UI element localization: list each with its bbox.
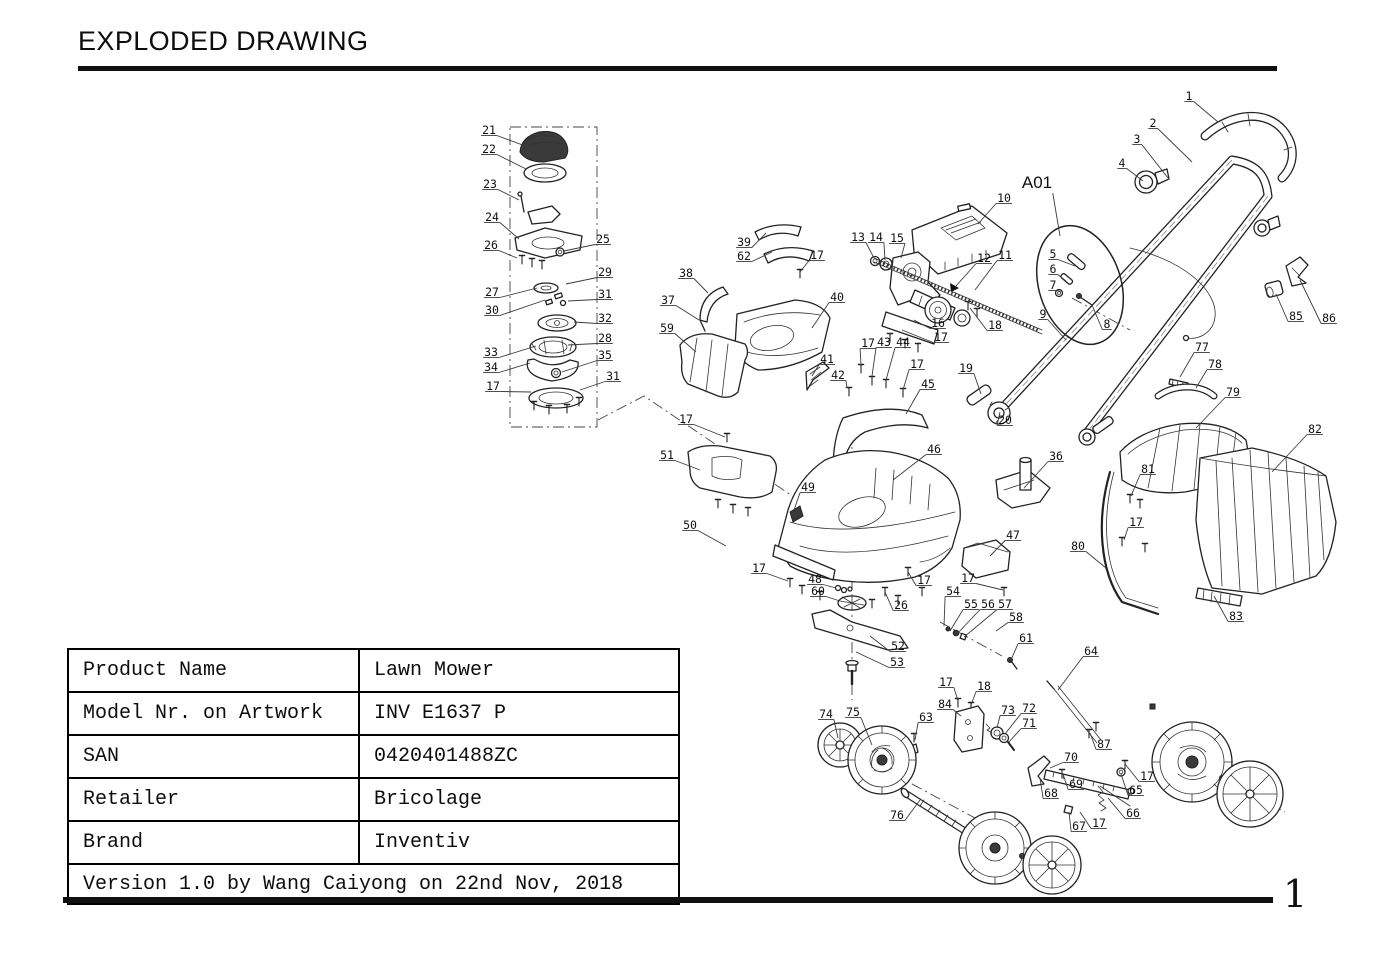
svg-text:1: 1 bbox=[1185, 89, 1193, 103]
svg-text:17: 17 bbox=[1092, 816, 1106, 830]
callout-42 bbox=[830, 368, 847, 388]
svg-text:84: 84 bbox=[938, 697, 952, 711]
svg-text:83: 83 bbox=[1229, 609, 1243, 623]
svg-text:41: 41 bbox=[820, 352, 834, 366]
svg-text:3: 3 bbox=[1133, 132, 1141, 146]
svg-text:80: 80 bbox=[1071, 539, 1085, 553]
svg-text:42: 42 bbox=[831, 368, 845, 382]
svg-text:A01: A01 bbox=[1021, 173, 1053, 192]
callout-18 bbox=[970, 308, 1003, 332]
svg-text:76: 76 bbox=[890, 808, 904, 822]
svg-text:43: 43 bbox=[877, 335, 891, 349]
svg-text:21: 21 bbox=[482, 123, 496, 137]
svg-text:13: 13 bbox=[851, 230, 865, 244]
svg-text:6: 6 bbox=[1049, 262, 1057, 276]
height-bracket-shape bbox=[996, 458, 1050, 509]
wheel-rear bbox=[1152, 722, 1283, 827]
svg-text:49: 49 bbox=[801, 480, 815, 494]
svg-text:37: 37 bbox=[661, 293, 675, 307]
callout-20 bbox=[997, 412, 1013, 427]
svg-text:73: 73 bbox=[1001, 703, 1015, 717]
svg-text:34: 34 bbox=[484, 360, 498, 374]
side-cover-shape bbox=[688, 446, 776, 516]
svg-text:26: 26 bbox=[484, 238, 498, 252]
callout-38 bbox=[678, 266, 708, 293]
spec-label: Product Name bbox=[68, 649, 359, 692]
svg-text:31: 31 bbox=[606, 369, 620, 383]
svg-text:11: 11 bbox=[998, 248, 1012, 262]
grass-bag-shape bbox=[1102, 379, 1336, 614]
spec-value: Inventiv bbox=[359, 821, 679, 864]
svg-text:28: 28 bbox=[598, 331, 612, 345]
svg-text:86: 86 bbox=[1322, 311, 1336, 325]
callout-1 bbox=[1184, 89, 1218, 122]
svg-text:39: 39 bbox=[737, 235, 751, 249]
wheel-center bbox=[959, 812, 1081, 894]
callout-58 bbox=[996, 610, 1024, 631]
svg-text:70: 70 bbox=[1064, 750, 1078, 764]
svg-text:24: 24 bbox=[485, 210, 499, 224]
svg-text:17: 17 bbox=[934, 330, 948, 344]
svg-text:57: 57 bbox=[998, 597, 1012, 611]
callout-17 bbox=[860, 336, 876, 365]
spec-label: SAN bbox=[68, 735, 359, 778]
svg-text:50: 50 bbox=[683, 518, 697, 532]
svg-text:17: 17 bbox=[1129, 515, 1143, 529]
svg-text:81: 81 bbox=[1141, 462, 1155, 476]
svg-text:31: 31 bbox=[598, 287, 612, 301]
svg-text:17: 17 bbox=[1140, 769, 1154, 783]
svg-text:66: 66 bbox=[1126, 806, 1140, 820]
svg-text:9: 9 bbox=[1039, 307, 1047, 321]
callout-32 bbox=[574, 311, 613, 325]
svg-text:17: 17 bbox=[810, 248, 824, 262]
svg-text:20: 20 bbox=[998, 413, 1012, 427]
svg-text:45: 45 bbox=[921, 377, 935, 391]
spec-row-1 bbox=[68, 692, 679, 735]
svg-text:44: 44 bbox=[896, 335, 910, 349]
svg-text:40: 40 bbox=[830, 290, 844, 304]
callout-85 bbox=[1276, 294, 1304, 323]
callout-27 bbox=[484, 285, 537, 299]
svg-text:5: 5 bbox=[1049, 247, 1057, 261]
callout-86 bbox=[1300, 280, 1337, 325]
callout-18 bbox=[971, 679, 992, 705]
svg-text:7: 7 bbox=[1049, 278, 1057, 292]
svg-text:69: 69 bbox=[1069, 777, 1083, 791]
svg-text:17: 17 bbox=[679, 412, 693, 426]
svg-text:59: 59 bbox=[660, 321, 674, 335]
svg-text:68: 68 bbox=[1044, 786, 1058, 800]
callout-34 bbox=[483, 360, 530, 374]
callout-31 bbox=[568, 287, 613, 301]
callout-87 bbox=[1090, 733, 1112, 751]
svg-text:58: 58 bbox=[1009, 610, 1023, 624]
svg-text:22: 22 bbox=[482, 142, 496, 156]
svg-text:17: 17 bbox=[486, 379, 500, 393]
svg-text:14: 14 bbox=[869, 230, 883, 244]
spec-value: Lawn Mower bbox=[359, 649, 679, 692]
svg-text:61: 61 bbox=[1019, 631, 1033, 645]
svg-text:17: 17 bbox=[752, 561, 766, 575]
page-title: EXPLODED DRAWING bbox=[78, 26, 369, 56]
svg-text:2: 2 bbox=[1149, 116, 1157, 130]
spec-table bbox=[67, 648, 680, 905]
callout-19 bbox=[958, 361, 981, 394]
svg-text:48: 48 bbox=[808, 572, 822, 586]
spec-row-3 bbox=[68, 778, 679, 821]
svg-text:17: 17 bbox=[917, 573, 931, 587]
svg-text:72: 72 bbox=[1022, 701, 1036, 715]
callout-17 bbox=[751, 561, 788, 581]
svg-text:71: 71 bbox=[1022, 716, 1036, 730]
callout-66 bbox=[1108, 798, 1141, 820]
svg-text:74: 74 bbox=[819, 707, 833, 721]
svg-text:85: 85 bbox=[1289, 309, 1303, 323]
svg-text:35: 35 bbox=[598, 348, 612, 362]
callout-50 bbox=[682, 518, 726, 546]
callout-78 bbox=[1196, 357, 1223, 388]
spec-label: Model Nr. on Artwork bbox=[68, 692, 359, 735]
page-number: 1 bbox=[1283, 872, 1308, 916]
callout-17 bbox=[485, 379, 531, 393]
svg-text:56: 56 bbox=[981, 597, 995, 611]
svg-text:67: 67 bbox=[1072, 819, 1086, 833]
svg-text:8: 8 bbox=[1103, 317, 1111, 331]
callout-3 bbox=[1132, 132, 1168, 178]
callout-29 bbox=[566, 265, 613, 284]
mulch-plug-shape bbox=[962, 540, 1010, 596]
svg-text:23: 23 bbox=[483, 177, 497, 191]
callout-22 bbox=[481, 142, 526, 169]
svg-text:29: 29 bbox=[598, 265, 612, 279]
callout-17 bbox=[1125, 764, 1155, 783]
svg-text:63: 63 bbox=[919, 710, 933, 724]
callout-30 bbox=[484, 300, 545, 317]
spec-row-2 bbox=[68, 735, 679, 778]
svg-text:15: 15 bbox=[890, 231, 904, 245]
svg-text:16: 16 bbox=[931, 316, 945, 330]
svg-text:62: 62 bbox=[737, 249, 751, 263]
svg-text:79: 79 bbox=[1226, 385, 1240, 399]
svg-text:87: 87 bbox=[1097, 737, 1111, 751]
callout-14 bbox=[868, 230, 885, 260]
spec-value: 0420401488ZC bbox=[359, 735, 679, 778]
callout-64 bbox=[1058, 644, 1099, 690]
svg-text:27: 27 bbox=[485, 285, 499, 299]
svg-text:65: 65 bbox=[1129, 783, 1143, 797]
svg-text:64: 64 bbox=[1084, 644, 1098, 658]
callout-45 bbox=[906, 377, 936, 414]
spec-table-body bbox=[68, 649, 679, 904]
svg-text:82: 82 bbox=[1308, 422, 1322, 436]
svg-text:17: 17 bbox=[910, 357, 924, 371]
svg-text:55: 55 bbox=[964, 597, 978, 611]
svg-text:46: 46 bbox=[927, 442, 941, 456]
svg-text:33: 33 bbox=[484, 345, 498, 359]
callout-17 bbox=[678, 412, 725, 437]
svg-text:12: 12 bbox=[977, 251, 991, 265]
svg-text:36: 36 bbox=[1049, 449, 1063, 463]
svg-text:47: 47 bbox=[1006, 528, 1020, 542]
svg-text:78: 78 bbox=[1208, 357, 1222, 371]
callout-31 bbox=[580, 369, 621, 390]
callout-24 bbox=[484, 210, 519, 239]
svg-text:18: 18 bbox=[977, 679, 991, 693]
svg-text:26: 26 bbox=[894, 598, 908, 612]
svg-text:17: 17 bbox=[861, 336, 875, 350]
callout-A01 bbox=[1022, 173, 1060, 236]
callout-61 bbox=[1011, 631, 1034, 660]
callout-26 bbox=[483, 238, 517, 258]
spec-value: INV E1637 P bbox=[359, 692, 679, 735]
callout-15 bbox=[889, 231, 905, 258]
spec-value: Bricolage bbox=[359, 778, 679, 821]
spec-label: Brand bbox=[68, 821, 359, 864]
svg-text:52: 52 bbox=[891, 639, 905, 653]
front-axle-shape bbox=[900, 787, 968, 833]
callout-80 bbox=[1070, 539, 1106, 568]
callout-53 bbox=[856, 652, 905, 669]
callout-71 bbox=[1009, 716, 1037, 742]
callout-67 bbox=[1069, 812, 1087, 833]
cable-clip-shapes bbox=[1264, 257, 1308, 298]
callout-63 bbox=[915, 710, 934, 740]
svg-text:53: 53 bbox=[890, 655, 904, 669]
svg-text:60: 60 bbox=[811, 584, 825, 598]
svg-text:54: 54 bbox=[946, 584, 960, 598]
footer-rule bbox=[63, 897, 1273, 903]
callout-23 bbox=[482, 177, 519, 200]
svg-text:4: 4 bbox=[1118, 156, 1126, 170]
svg-text:32: 32 bbox=[598, 311, 612, 325]
svg-text:77: 77 bbox=[1195, 340, 1209, 354]
motor-inset-box bbox=[510, 127, 597, 427]
spec-row-0 bbox=[68, 649, 679, 692]
svg-text:17: 17 bbox=[939, 675, 953, 689]
callout-17 bbox=[1124, 515, 1144, 540]
svg-text:10: 10 bbox=[997, 191, 1011, 205]
version-note: Version 1.0 by Wang Caiyong on 22nd Nov, 2018 bbox=[68, 864, 679, 904]
svg-text:25: 25 bbox=[596, 232, 610, 246]
svg-text:18: 18 bbox=[988, 318, 1002, 332]
spec-row-4 bbox=[68, 821, 679, 864]
svg-text:38: 38 bbox=[679, 266, 693, 280]
svg-text:19: 19 bbox=[959, 361, 973, 375]
spec-label: Retailer bbox=[68, 778, 359, 821]
callout-37 bbox=[660, 293, 699, 320]
callout-54 bbox=[944, 584, 961, 626]
fastener-set-shape bbox=[946, 627, 1017, 711]
wheel-front bbox=[848, 726, 916, 794]
svg-text:17: 17 bbox=[961, 571, 975, 585]
svg-text:30: 30 bbox=[485, 303, 499, 317]
svg-text:75: 75 bbox=[846, 705, 860, 719]
callout-9 bbox=[1038, 307, 1066, 340]
callout-70 bbox=[1050, 750, 1079, 768]
svg-text:51: 51 bbox=[660, 448, 674, 462]
discharge-cover-shape bbox=[680, 334, 748, 398]
callout-2 bbox=[1148, 116, 1192, 162]
